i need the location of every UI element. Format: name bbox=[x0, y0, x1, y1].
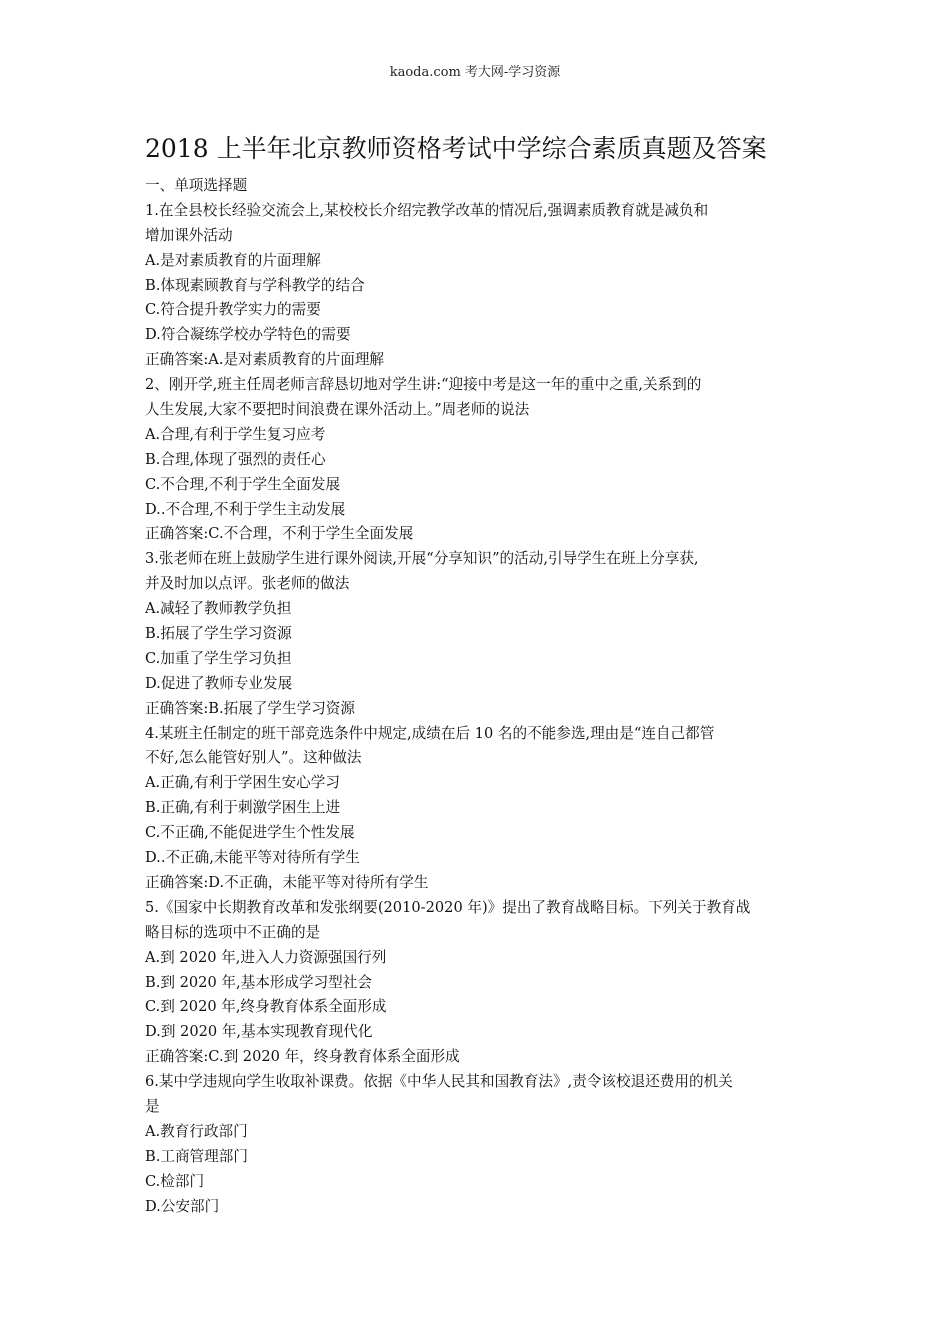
correct-answer: 正确答案:D.不正确，未能平等对待所有学生 bbox=[145, 873, 429, 891]
option-b: B.正确,有利于刺激学困生上进 bbox=[145, 799, 341, 817]
question-stem-line: 6.某中学违规向学生收取补课费。依据《中华人民其和国教育法》,责令该校退还费用的机关 bbox=[145, 1073, 733, 1091]
section-heading: 一、单项选择题 bbox=[145, 177, 248, 194]
option-d: D.到 2020 年,基本实现教育现代化 bbox=[145, 1023, 373, 1041]
question-5 bbox=[145, 896, 815, 1070]
question-stem-line: 4.某班主任制定的班干部竞选条件中规定,成绩在后 10 名的不能参选,理由是“连自己都管 bbox=[145, 724, 715, 742]
question-stem-line: 增加课外活动 bbox=[145, 226, 233, 244]
question-1 bbox=[145, 199, 815, 373]
option-a: A.正确,有利于学困生安心学习 bbox=[145, 774, 340, 792]
question-stem-line: 5.《国家中长期教育改革和发张纲要(2010-2020 年)》提出了教育战略目标。下列关于教育战 bbox=[145, 898, 751, 916]
option-c: C.加重了学生学习负担 bbox=[145, 649, 292, 667]
correct-answer: 正确答案:A.是对素质教育的片面理解 bbox=[145, 351, 385, 369]
option-d: D..不正确,未能平等对待所有学生 bbox=[145, 849, 360, 867]
option-c: C.不合理,不利于学生全面发展 bbox=[145, 475, 341, 493]
option-b: B.工商管理部门 bbox=[145, 1147, 248, 1165]
option-c: C.检部门 bbox=[145, 1172, 205, 1190]
option-a: A.是对素质教育的片面理解 bbox=[145, 251, 321, 269]
option-a: A.到 2020 年,进入人力资源强国行列 bbox=[145, 948, 387, 966]
question-3 bbox=[145, 547, 815, 721]
question-stem-line: 2、刚开学,班主任周老师言辞恳切地对学生讲:“迎接中考是这一年的重中之重,关系到的 bbox=[145, 376, 702, 394]
page-title: 2018 上半年北京教师资格考试中学综合素质真题及答案 bbox=[145, 134, 767, 163]
option-d: D..不合理,不利于学生主动发展 bbox=[145, 500, 346, 518]
option-a: A.合理,有利于学生复习应考 bbox=[145, 425, 326, 443]
option-c: C.不正确,不能促进学生个性发展 bbox=[145, 824, 355, 842]
option-b: B.拓展了学生学习资源 bbox=[145, 625, 292, 643]
option-a: A.减轻了教师教学负担 bbox=[145, 600, 292, 618]
question-2 bbox=[145, 373, 815, 547]
question-6 bbox=[145, 1070, 815, 1219]
option-a: A.教育行政部门 bbox=[145, 1122, 248, 1140]
question-stem-line: 3.张老师在班上鼓励学生进行课外阅读,开展“分享知识”的活动,引导学生在班上分享获, bbox=[145, 550, 699, 568]
page-header: kaoda.com 考大网-学习资源 bbox=[389, 65, 561, 80]
correct-answer: 正确答案:C.到 2020 年，终身教育体系全面形成 bbox=[145, 1048, 460, 1066]
option-b: B.到 2020 年,基本形成学习型社会 bbox=[145, 973, 372, 991]
correct-answer: 正确答案:C.不合理，不利于学生全面发展 bbox=[145, 525, 414, 543]
document-body bbox=[145, 174, 815, 1219]
question-stem-line: 人生发展,大家不要把时间浪费在课外活动上。”周老师的说法 bbox=[145, 401, 530, 419]
option-c: C.符合提升教学实力的需要 bbox=[145, 301, 321, 319]
option-b: B.体现素顾教育与学科教学的结合 bbox=[145, 276, 365, 294]
question-stem-line: 并及时加以点评。张老师的做法 bbox=[145, 575, 350, 593]
correct-answer: 正确答案:B.拓展了学生学习资源 bbox=[145, 699, 356, 717]
question-4 bbox=[145, 722, 815, 896]
question-stem-line: 略目标的选项中不正确的是 bbox=[145, 923, 321, 941]
option-d: D.促进了教师专业发展 bbox=[145, 674, 293, 692]
question-stem-line: 不好,怎么能管好别人”。这种做法 bbox=[145, 749, 362, 767]
option-b: B.合理,体现了强烈的责任心 bbox=[145, 450, 326, 468]
question-stem-line: 1.在全县校长经验交流会上,某校校长介绍完教学改革的情况后,强调素质教育就是减负和 bbox=[145, 201, 709, 219]
option-d: D.符合凝练学校办学特色的需要 bbox=[145, 326, 351, 344]
option-d: D.公安部门 bbox=[145, 1197, 220, 1215]
option-c: C.到 2020 年,终身教育体系全面形成 bbox=[145, 998, 387, 1016]
question-stem-line: 是 bbox=[145, 1097, 160, 1115]
